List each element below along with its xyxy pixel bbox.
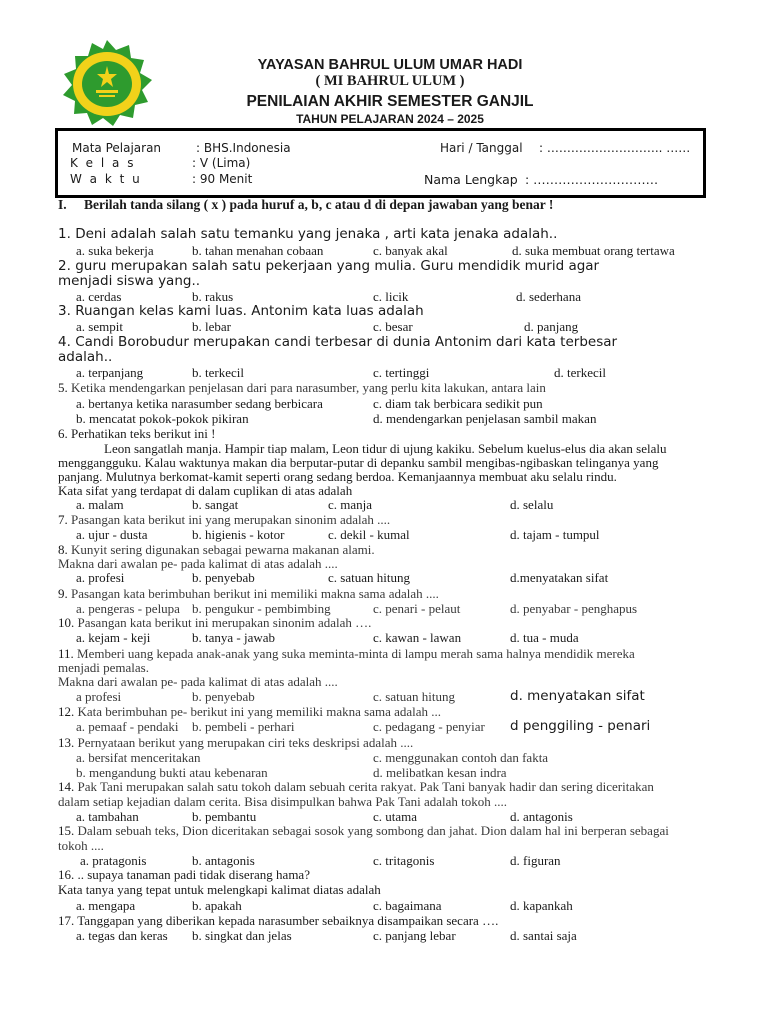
q5-option-c[interactable]: c. diam tak berbicara sedikit pun [373,396,543,411]
q16-option-d[interactable]: d. kapankah [510,898,573,913]
q11-option-c[interactable]: c. satuan hitung [373,689,455,704]
question-11: 11. Memberi uang kepada anak-anak yang suka meminta-minta di lampu merah sama halnya mendidik mereka [58,646,635,661]
question-12: 12. Kata berimbuhan pe- berikut ini yang memiliki makna sama adalah ... [58,704,442,719]
question-1: 1. Deni adalah salah satu temanku yang jenaka , arti kata jenaka adalah.. [58,226,558,242]
q5-option-a[interactable]: a. bertanya ketika narasumber sedang berbicara [76,396,323,411]
school-logo [58,38,156,128]
q9-option-c[interactable]: c. penari - pelaut [373,601,461,616]
q7-option-d[interactable]: d. tajam - tumpul [510,527,600,542]
q13-option-d[interactable]: d. melibatkan kesan indra [373,765,507,780]
q16-option-c[interactable]: c. bagaimana [373,898,442,913]
q4-option-a[interactable]: a. terpanjang [76,365,144,380]
q12-option-d[interactable]: d penggiling - penari [510,718,651,734]
q4-option-c[interactable]: c. tertinggi [373,365,430,380]
q6-option-b[interactable]: b. sangat [192,497,239,512]
school-name: ( MI BAHRUL ULUM ) [315,73,465,89]
q9-option-b[interactable]: b. pengukur - pembimbing [192,601,331,616]
q7-option-b[interactable]: b. higienis - kotor [192,527,285,542]
question-9: 9. Pasangan kata berimbuhan berikut ini memiliki makna sama adalah .... [58,586,439,601]
question-14: 14. Pak Tani merupakan salah satu tokoh dalam sebuah cerita rakyat. Pak Tani banyak hadir dan sering diceritakan [58,779,654,794]
question-13: 13. Pernyataan berikut yang merupakan ciri teks deskripsi adalah .... [58,735,414,750]
q16-option-b[interactable]: b. apakah [192,898,242,913]
q10-option-a[interactable]: a. kejam - keji [76,630,151,645]
q1-option-b[interactable]: b. tahan menahan cobaan [192,243,324,258]
question-6-prompt: Kata sifat yang terdapat di dalam cuplikan di atas adalah [58,483,353,498]
q11-option-a[interactable]: a profesi [76,689,122,704]
question-15-cont: tokoh .... [58,838,104,853]
q2-option-c[interactable]: c. licik [373,289,409,304]
q10-option-c[interactable]: c. kawan - lawan [373,630,462,645]
question-4: 4. Candi Borobudur merupakan candi terbesar di dunia Antonim dari kata terbesar [58,334,618,350]
q15-option-d[interactable]: d. figuran [510,853,561,868]
q3-option-c[interactable]: c. besar [373,319,413,334]
q6-option-c[interactable]: c. manja [328,497,373,512]
foundation-name: YAYASAN BAHRUL ULUM UMAR HADI [257,57,523,73]
q15-option-a[interactable]: a. pratagonis [80,853,147,868]
q16-option-a[interactable]: a. mengapa [76,898,136,913]
q15-option-c[interactable]: c. tritagonis [373,853,435,868]
q9-option-d[interactable]: d. penyabar - penghapus [510,601,638,616]
q12-option-b[interactable]: b. pembeli - perhari [192,719,295,734]
q9-option-a[interactable]: a. pengeras - pelupa [76,601,180,616]
q1-option-c[interactable]: c. banyak akal [373,243,448,258]
q14-option-b[interactable]: b. pembantu [192,809,257,824]
name-field[interactable]: : ………………………… [525,172,659,187]
exam-title: PENILAIAN AKHIR SEMESTER GANJIL [246,93,534,110]
class-label: K e l a s [70,156,136,170]
question-7: 7. Pasangan kata berikut ini yang merupakan sinonim adalah .... [58,512,391,527]
q15-option-b[interactable]: b. antagonis [192,853,255,868]
q10-option-b[interactable]: b. tanya - jawab [192,630,276,645]
q7-option-a[interactable]: a. ujur - dusta [76,527,148,542]
q8-option-d[interactable]: d.menyatakan sifat [510,570,609,585]
question-3: 3. Ruangan kelas kami luas. Antonim kata luas adalah [58,303,424,319]
q1-option-a[interactable]: a. suka bekerja [76,243,154,258]
q2-option-a[interactable]: a. cerdas [76,289,122,304]
question-17: 17. Tanggapan yang diberikan kepada narasumber sebaiknya disampaikan secara …. [58,913,499,928]
q6-option-a[interactable]: a. malam [76,497,124,512]
q4-option-d[interactable]: d. terkecil [554,365,606,380]
q8-option-c[interactable]: c. satuan hitung [328,570,410,585]
q8-option-a[interactable]: a. profesi [76,570,125,585]
q17-option-b[interactable]: b. singkat dan jelas [192,928,292,943]
q5-option-b[interactable]: b. mencatat pokok-pokok pikiran [76,411,249,426]
q3-option-d[interactable]: d. panjang [524,319,579,334]
question-16: 16. .. supaya tanaman padi tidak diserang hama? [58,867,310,882]
q2-option-b[interactable]: b. rakus [192,289,234,304]
day-label: Hari / Tanggal [440,141,523,155]
q14-option-a[interactable]: a. tambahan [76,809,139,824]
question-15: 15. Dalam sebuah teks, Dion diceritakan sebagai sosok yang sombong dan jahat. Dion dalam hal ini berperan sebagai [58,823,669,838]
passage-line-3: panjang. Mulutnya berkomat-kamit seperti orang sedang berdoa. Kemanjaannya membuat aku selalu rindu. [58,469,617,484]
q17-option-a[interactable]: a. tegas dan keras [76,928,168,943]
question-6: 6. Perhatikan teks berikut ini ! [58,426,216,441]
instruction [58,197,553,213]
q13-option-a[interactable]: a. bersifat menceritakan [76,750,201,765]
question-4-cont: adalah.. [58,349,113,365]
day-field[interactable]: : ……………………….. …… [539,141,691,155]
subject-value: : BHS.Indonesia [196,141,291,155]
q5-option-d[interactable]: d. mendengarkan penjelasan sambil makan [373,411,597,426]
time-value: : 90 Menit [192,172,253,186]
instruction-number: I. [58,197,67,212]
passage-line-2: menggangguku. Kalau waktunya makan dia berputar-putar di depanku sambil mengibas-ngibaskan telinganya yang [58,455,659,470]
q3-option-a[interactable]: a. sempit [76,319,123,334]
question-8-prompt: Makna dari awalan pe- pada kalimat di atas adalah .... [58,556,338,571]
q11-option-b[interactable]: b. penyebab [192,689,255,704]
q2-option-d[interactable]: d. sederhana [516,289,581,304]
question-2-cont: menjadi siswa yang.. [58,273,201,289]
q14-option-d[interactable]: d. antagonis [510,809,573,824]
q1-option-d[interactable]: d. suka membuat orang tertawa [512,243,675,258]
q8-option-b[interactable]: b. penyebab [192,570,255,585]
academic-year: TAHUN PELAJARAN 2024 – 2025 [296,112,484,126]
name-label: Nama Lengkap [424,172,518,187]
q7-option-c[interactable]: c. dekil - kumal [328,527,410,542]
question-11-prompt: Makna dari awalan pe- pada kalimat di atas adalah .... [58,674,338,689]
question-16-prompt: Kata tanya yang tepat untuk melengkapi kalimat diatas adalah [58,882,381,897]
subject-label: Mata Pelajaran [72,141,162,155]
class-value: : V (Lima) [192,156,251,170]
question-10: 10. Pasangan kata berikut ini merupakan sinonim adalah …. [58,615,372,630]
q17-option-c[interactable]: c. panjang lebar [373,928,456,943]
question-5: 5. Ketika mendengarkan penjelasan dari para narasumber, yang perlu kita lakukan, antara lain [58,380,546,395]
passage-line-1: Leon sangatlah manja. Hampir tiap malam, Leon tidur di ujung kakiku. Sebelum kuelus-elus dia akan selalu [104,441,667,456]
q13-option-b[interactable]: b. mengandung bukti atau kebenaran [76,765,268,780]
q10-option-d[interactable]: d. tua - muda [510,630,579,645]
question-8: 8. Kunyit sering digunakan sebagai pewarna makanan alami. [58,542,375,557]
q14-option-c[interactable]: c. utama [373,809,418,824]
q11-option-d[interactable]: d. menyatakan sifat [510,688,645,704]
q17-option-d[interactable]: d. santai saja [510,928,577,943]
q4-option-b[interactable]: b. terkecil [192,365,244,380]
question-2: 2. guru merupakan salah satu pekerjaan yang mulia. Guru mendidik murid agar [58,258,600,274]
q12-option-c[interactable]: c. pedagang - penyiar [373,719,485,734]
q6-option-d[interactable]: d. selalu [510,497,554,512]
question-14-cont: dalam setiap kejadian dalam cerita. Bisa disimpulkan bahwa Pak Tani adalah tokoh .... [58,794,508,809]
student-info-box [55,128,706,198]
instruction-text: Berilah tanda silang ( x ) pada huruf a, b, c atau d di depan jawaban yang benar ! [84,197,554,212]
q12-option-a[interactable]: a. pemaaf - pendaki [76,719,179,734]
question-11-cont: menjadi pemalas. [58,660,149,675]
q3-option-b[interactable]: b. lebar [192,319,231,334]
time-label: W a k t u [70,172,142,186]
q13-option-c[interactable]: c. menggunakan contoh dan fakta [373,750,549,765]
